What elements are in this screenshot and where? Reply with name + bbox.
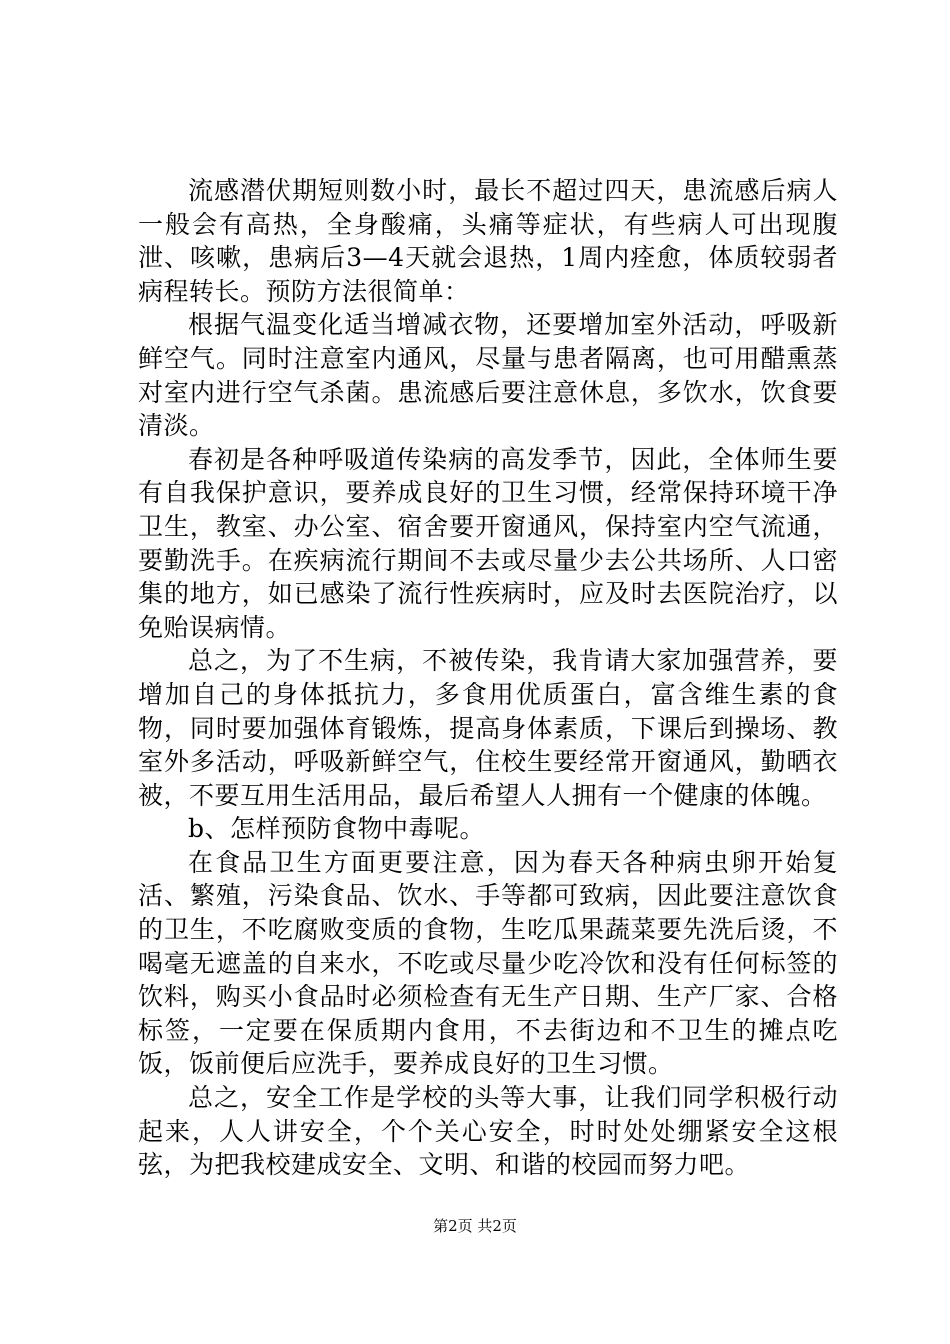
paragraph-flu-prevention: 根据气温变化适当增减衣物，还要增加室外活动，呼吸新鲜空气。同时注意室内通风，尽量与患者隔离，也可用醋熏蒸对室内进行空气杀菌。患流感后要注意休息，多饮水，饮食要清淡。 [138,310,838,441]
document-body [138,174,838,1182]
paragraph-flu-incubation: 流感潜伏期短则数小时，最长不超过四天，患流感后病人一般会有高热，全身酸痛，头痛等症状，有些病人可出现腹泄、咳嗽，患病后3—4天就会退热，1周内痊愈，体质较弱者病程转长。预防方法很简单： [138,176,838,306]
paragraph-food-hygiene: 在食品卫生方面更要注意，因为春天各种病虫卵开始复活、繁殖，污染食品、饮水、手等都可致病，因此要注意饮食的卫生，不吃腐败变质的食物，生吃瓜果蔬菜要先洗后烫，不喝毫无遮盖的自来水，不吃或尽量少吃冷饮和没有任何标签的饮料，购买小食品时必须检查有无生产日期、生产厂家、合格标签，一定要在保质期内食用，不去街边和不卫生的摊点吃饭，饭前便后应洗手，要养成良好的卫生习惯。 [138,847,838,1079]
paragraph-health-summary: 总之，为了不生病，不被传染，我肯请大家加强营养，要增加自己的身体抵抗力，多食用优质蛋白，富含维生素的食物，同时要加强体育锻炼，提高身体素质，下课后到操场、教室外多活动，呼吸新鲜空气，住校生要经常开窗通风，勤晒衣被，不要互用生活用品，最后希望人人拥有一个健康的体魄。 [138,646,838,810]
page-number-footer: 第2页 共2页 [433,1217,517,1235]
section-heading-food-poisoning: b、怎样预防食物中毒呢。 [188,814,486,844]
paragraph-safety-conclusion: 总之，安全工作是学校的头等大事，让我们同学积极行动起来，人人讲安全，个个关心安全，时时处处绷紧安全这根弦，为把我校建成安全、文明、和谐的校园而努力吧。 [138,1083,838,1180]
paragraph-spring-diseases: 春初是各种呼吸道传染病的高发季节，因此，全体师生要有自我保护意识，要养成良好的卫生习惯，经常保持环境干净卫生，教室、办公室、宿舍要开窗通风，保持室内空气流通，要勤洗手。在疾病流行期间不去或尽量少去公共场所、人口密集的地方，如已感染了流行性疾病时，应及时去医院治疗，以免贻误病情。 [138,444,838,642]
